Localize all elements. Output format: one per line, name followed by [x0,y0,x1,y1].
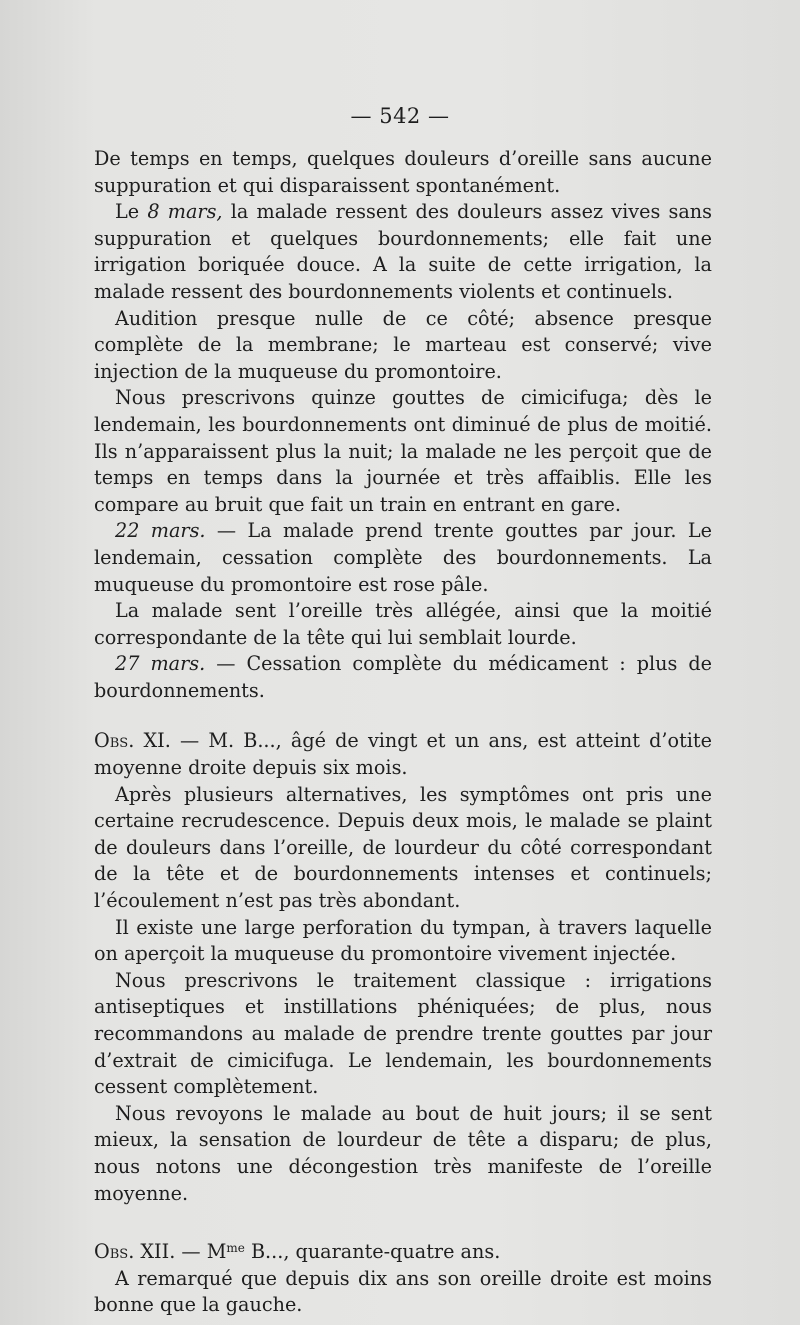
paragraph-text: La malade sent l’oreille très allégée, ainsi que la moitié correspondante de la tête qui lui semblait lourde. [94,599,712,649]
paragraph [94,651,712,704]
observation-label: Obs. XI. [94,729,171,753]
paragraph [94,1266,712,1319]
paragraph-text: De temps en temps, quelques douleurs d’oreille sans aucune suppuration et qui disparaissent spontanément. [94,147,712,197]
paragraph-text: — Cessation complète du médicament : plus de bourdonnements. [94,652,712,702]
paragraph-text: Audition presque nulle de ce côté; absence presque complète de la membrane; le marteau est conservé; vive injection de la muqueuse du promontoire. [94,306,712,383]
superscript: me [226,1241,245,1256]
observation-heading [94,1239,712,1266]
paragraph [94,968,712,1101]
body-text [94,146,712,1319]
paragraph [94,146,712,199]
date-label: 8 mars, [147,200,223,224]
paragraph [94,782,712,915]
paragraph [94,1101,712,1207]
date-label: 27 mars. [115,652,206,676]
paragraph-text: Il existe une large perforation du tympan, à travers laquelle on aperçoit la muqueuse du promontoire vivement injectée. [94,915,712,966]
paragraph [94,915,712,968]
paragraph [94,518,712,598]
paragraph-text: Nous prescrivons quinze gouttes de cimicifuga; dès le lendemain, les bourdonnements ont diminué de plus de moitié. Ils n’apparaissent plus la nuit; la malade ne les perçoit que de temps en temps dans la journée et très affaiblis. Elle les compare au bruit que fait un train en entrant en gare. [94,386,712,516]
paragraph-text: — La malade prend trente gouttes par jour. Le lendemain, cessation complète des bourdonnements. La muqueuse du promontoire est rose pâle. [94,519,712,596]
paragraph-text: Nous prescrivons le traitement classique : irrigations antiseptiques et instillations phéniquées; de plus, nous recommandons au malade de prendre trente gouttes par jour d’extrait de cimicifuga. Le lendemain, les bourdonnements cessent complètement. [94,968,712,1099]
date-label: 22 mars. [115,519,206,543]
paragraph-text: A remarqué que depuis dix ans son oreille droite est moins bonne que la gauche. [94,1266,712,1317]
page-number: — 542 — [350,104,450,128]
paragraph-prefix: Le [115,200,148,224]
observation-heading [94,728,712,781]
paragraph-text: — M [175,1240,227,1264]
paragraph-text: la malade ressent des douleurs assez vives sans suppuration et quelques bourdonnements; elle fait une irrigation boriquée douce. A la suite de cette irrigation, la malade ressent des bourdonnements violents et continuels. [94,200,713,303]
paragraph-text: Nous revoyons le malade au bout de huit jours; il se sent mieux, la sensation de lourdeur de tête a disparu; de plus, nous notons une décongestion très manifeste de l’oreille moyenne. [94,1101,712,1205]
paragraph-text: Après plusieurs alternatives, les symptômes ont pris une certaine recrudescence. Depuis deux mois, le malade se plaint de douleurs dans l’oreille, de lourdeur du côté correspondant de la tête et de bourdonnements intenses et continuels; l’écoulement n’est pas très abondant. [94,782,712,913]
paragraph [94,306,712,386]
paragraph [94,598,712,651]
paragraph [94,385,712,518]
paragraph [94,199,712,305]
paragraph-text: B..., quarante-quatre ans. [244,1240,501,1264]
paragraph-text: — M. B..., âgé de vingt et un ans, est atteint d’otite moyenne droite depuis six mois. [94,729,712,780]
observation-label: Obs. XII. [94,1240,176,1264]
